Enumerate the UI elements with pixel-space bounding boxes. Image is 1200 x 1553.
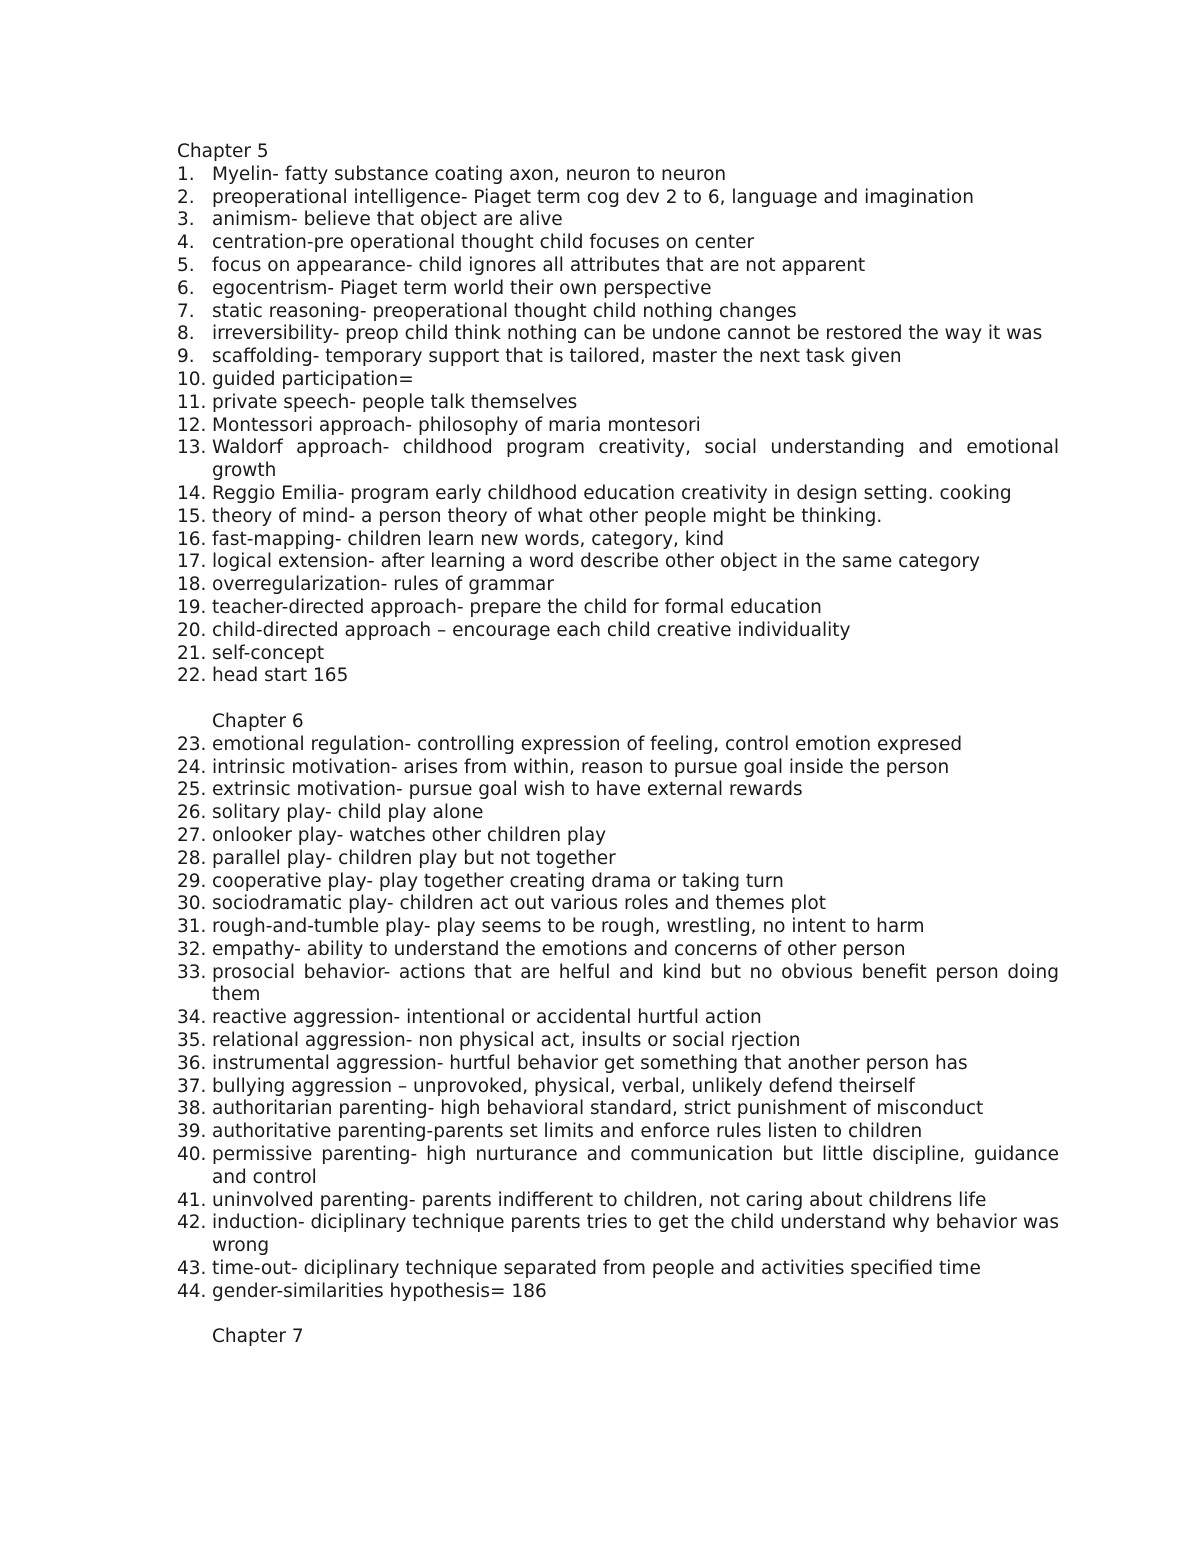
chapter-5-heading: Chapter 5 bbox=[177, 141, 269, 162]
item-text: prosocial behavior- actions that are helful and kind but no obvious benefit person doing them bbox=[212, 961, 1059, 1006]
list-item bbox=[177, 848, 1059, 871]
item-text: static reasoning- preoperational thought child nothing changes bbox=[212, 300, 797, 322]
item-number: 17. bbox=[177, 551, 207, 573]
item-text: rough-and-tumble play- play seems to be rough, wrestling, no intent to harm bbox=[212, 916, 925, 938]
item-text: authoritarian parenting- high behavioral standard, strict punishment of misconduct bbox=[212, 1098, 984, 1120]
list-item bbox=[177, 1258, 1059, 1281]
list-item bbox=[177, 483, 1059, 506]
item-number: 10. bbox=[177, 368, 207, 390]
list-item bbox=[177, 962, 1059, 1008]
item-number: 11. bbox=[177, 391, 207, 413]
item-text: solitary play- child play alone bbox=[212, 802, 484, 824]
list-item bbox=[177, 278, 1059, 301]
list-item bbox=[177, 164, 1059, 187]
list-item bbox=[177, 825, 1059, 848]
item-number: 18. bbox=[177, 574, 207, 596]
item-text: sociodramatic play- children act out various roles and themes plot bbox=[212, 893, 826, 915]
chapter-7-heading: Chapter 7 bbox=[212, 1326, 304, 1348]
chapter-6-heading: Chapter 6 bbox=[212, 710, 304, 732]
list-item bbox=[177, 871, 1059, 894]
list-item bbox=[177, 392, 1059, 415]
list-item bbox=[177, 1281, 1059, 1304]
item-number: 40. bbox=[177, 1144, 207, 1166]
list-item bbox=[177, 779, 1059, 802]
item-text: preoperational intelligence- Piaget term cog dev 2 to 6, language and imagination bbox=[212, 186, 974, 208]
item-number: 23. bbox=[177, 733, 207, 755]
item-number: 26. bbox=[177, 802, 207, 824]
list-item bbox=[177, 323, 1059, 346]
item-text: cooperative play- play together creating drama or taking turn bbox=[212, 870, 784, 892]
item-text: empathy- ability to understand the emotions and concerns of other person bbox=[212, 938, 906, 960]
item-text: instrumental aggression- hurtful behavior get something that another person has bbox=[212, 1052, 968, 1074]
item-number: 1. bbox=[177, 163, 195, 185]
item-number: 28. bbox=[177, 847, 207, 869]
item-text: irreversibility- preop child think nothing can be undone cannot be restored the way it was bbox=[212, 323, 1043, 345]
list-item bbox=[177, 187, 1059, 210]
item-number: 22. bbox=[177, 665, 207, 687]
item-text: head start 165 bbox=[212, 665, 349, 687]
item-number: 37. bbox=[177, 1075, 207, 1097]
item-text: relational aggression- non physical act, insults or social rjection bbox=[212, 1030, 801, 1052]
blank-line bbox=[177, 1304, 1059, 1327]
item-number: 33. bbox=[177, 961, 207, 983]
list-item bbox=[177, 1030, 1059, 1053]
list-item bbox=[177, 506, 1059, 529]
item-text: Waldorf approach- childhood program creativity, social understanding and emotional growth bbox=[212, 437, 1059, 482]
document-page bbox=[177, 141, 1059, 1349]
item-text: logical extension- after learning a word describe other object in the same category bbox=[212, 551, 980, 573]
list-item bbox=[177, 346, 1059, 369]
item-number: 29. bbox=[177, 870, 207, 892]
item-text: guided participation= bbox=[212, 368, 414, 390]
item-number: 32. bbox=[177, 938, 207, 960]
list-item bbox=[177, 665, 1059, 688]
list-item bbox=[177, 437, 1059, 483]
item-text: Myelin- fatty substance coating axon, neuron to neuron bbox=[212, 163, 727, 185]
item-text: permissive parenting- high nurturance and communication but little discipline, guidance and control bbox=[212, 1144, 1059, 1188]
list-item bbox=[177, 1144, 1059, 1190]
item-number: 15. bbox=[177, 505, 207, 527]
item-text: focus on appearance- child ignores all attributes that are not apparent bbox=[212, 254, 866, 276]
item-text: theory of mind- a person theory of what other people might be thinking. bbox=[212, 505, 883, 527]
list-item bbox=[177, 415, 1059, 438]
list-item bbox=[177, 916, 1059, 939]
item-text: time-out- diciplinary technique separated from people and activities specified time bbox=[212, 1258, 981, 1280]
item-text: private speech- people talk themselves bbox=[212, 391, 578, 413]
list-item bbox=[177, 1190, 1059, 1213]
list-item bbox=[177, 1121, 1059, 1144]
item-number: 35. bbox=[177, 1030, 207, 1052]
item-number: 3. bbox=[177, 209, 195, 231]
chapter-5-list bbox=[177, 164, 1059, 688]
item-number: 30. bbox=[177, 893, 207, 915]
item-text: onlooker play- watches other children play bbox=[212, 824, 607, 846]
item-number: 19. bbox=[177, 596, 207, 618]
item-number: 12. bbox=[177, 414, 207, 436]
list-item bbox=[177, 1212, 1059, 1258]
item-number: 4. bbox=[177, 232, 195, 254]
item-number: 25. bbox=[177, 779, 207, 801]
item-number: 38. bbox=[177, 1098, 207, 1120]
item-number: 43. bbox=[177, 1258, 207, 1280]
item-number: 27. bbox=[177, 824, 207, 846]
item-text: gender-similarities hypothesis= 186 bbox=[212, 1280, 547, 1302]
list-item bbox=[177, 939, 1059, 962]
item-text: emotional regulation- controlling expression of feeling, control emotion expresed bbox=[212, 733, 963, 755]
list-item bbox=[177, 1076, 1059, 1099]
list-item bbox=[177, 574, 1059, 597]
item-number: 24. bbox=[177, 756, 207, 778]
list-item bbox=[177, 597, 1059, 620]
item-number: 34. bbox=[177, 1007, 207, 1029]
item-text: egocentrism- Piaget term world their own perspective bbox=[212, 277, 712, 299]
item-number: 36. bbox=[177, 1052, 207, 1074]
item-number: 6. bbox=[177, 277, 195, 299]
item-text: bullying aggression – unprovoked, physical, verbal, unlikely defend theirself bbox=[212, 1075, 915, 1097]
item-number: 41. bbox=[177, 1189, 207, 1211]
list-item bbox=[177, 643, 1059, 666]
item-text: parallel play- children play but not together bbox=[212, 847, 616, 869]
item-text: uninvolved parenting- parents indifferent to children, not caring about childrens life bbox=[212, 1189, 987, 1211]
item-text: Montessori approach- philosophy of maria montesori bbox=[212, 414, 701, 436]
list-item bbox=[177, 1007, 1059, 1030]
chapter-6-list bbox=[177, 734, 1059, 1304]
list-item bbox=[177, 209, 1059, 232]
item-number: 13. bbox=[177, 437, 207, 459]
list-item bbox=[177, 620, 1059, 643]
item-number: 42. bbox=[177, 1212, 207, 1234]
list-item bbox=[177, 802, 1059, 825]
item-number: 21. bbox=[177, 642, 207, 664]
list-item bbox=[177, 255, 1059, 278]
item-number: 16. bbox=[177, 528, 207, 550]
item-text: extrinsic motivation- pursue goal wish to have external rewards bbox=[212, 779, 803, 801]
item-text: induction- diciplinary technique parents tries to get the child understand why behavior was wrong bbox=[212, 1212, 1059, 1257]
item-number: 20. bbox=[177, 619, 207, 641]
item-number: 39. bbox=[177, 1121, 207, 1143]
list-item bbox=[177, 893, 1059, 916]
item-number: 9. bbox=[177, 346, 195, 368]
item-text: fast-mapping- children learn new words, category, kind bbox=[212, 528, 725, 550]
list-item bbox=[177, 1098, 1059, 1121]
item-number: 2. bbox=[177, 186, 195, 208]
item-text: Reggio Emilia- program early childhood education creativity in design setting. cooking bbox=[212, 482, 1012, 504]
item-text: self-concept bbox=[212, 642, 325, 664]
list-item bbox=[177, 232, 1059, 255]
item-number: 8. bbox=[177, 323, 195, 345]
item-number: 7. bbox=[177, 300, 195, 322]
item-text: animism- believe that object are alive bbox=[212, 209, 563, 231]
item-text: scaffolding- temporary support that is tailored, master the next task given bbox=[212, 346, 902, 368]
list-item bbox=[177, 369, 1059, 392]
list-item bbox=[177, 551, 1059, 574]
item-text: intrinsic motivation- arises from within, reason to pursue goal inside the person bbox=[212, 756, 950, 778]
item-number: 5. bbox=[177, 254, 195, 276]
list-item bbox=[177, 301, 1059, 324]
item-text: reactive aggression- intentional or accidental hurtful action bbox=[212, 1007, 762, 1029]
item-text: authoritative parenting-parents set limits and enforce rules listen to children bbox=[212, 1121, 923, 1143]
item-number: 31. bbox=[177, 916, 207, 938]
list-item bbox=[177, 1053, 1059, 1076]
item-number: 14. bbox=[177, 482, 207, 504]
list-item bbox=[177, 757, 1059, 780]
item-text: centration-pre operational thought child focuses on center bbox=[212, 232, 755, 254]
item-number: 44. bbox=[177, 1280, 207, 1302]
list-item bbox=[177, 529, 1059, 552]
blank-line bbox=[177, 688, 1059, 711]
list-item bbox=[177, 734, 1059, 757]
item-text: overregularization- rules of grammar bbox=[212, 574, 554, 596]
item-text: teacher-directed approach- prepare the child for formal education bbox=[212, 596, 822, 618]
item-text: child-directed approach – encourage each child creative individuality bbox=[212, 619, 851, 641]
